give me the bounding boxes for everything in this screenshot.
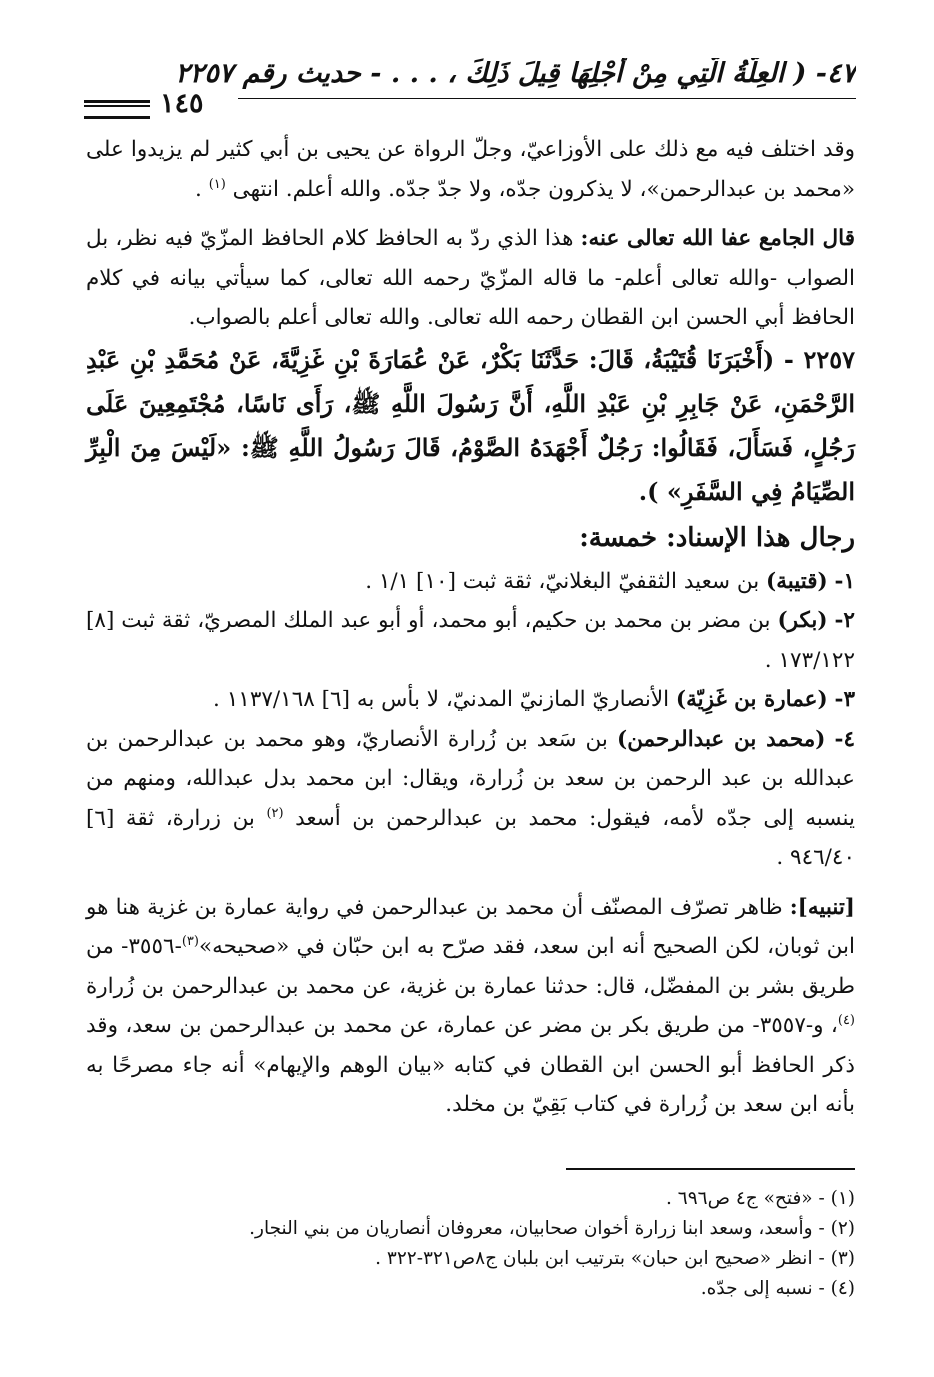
narrator-3: ٣- (عمارة بن غَزِيّة) الأنصاريّ المازنيّ المدنيّ، لا بأس به [٦] ١١٣٧/١٦٨ . — [213, 687, 855, 712]
footnote-3: (٣) - انظر «صحيح ابن حبان» بترتيب ابن بلبان ج٨ص٣٢١-٣٢٢ . — [375, 1248, 855, 1269]
footnotes — [86, 1184, 855, 1304]
hadith-text: ٢٢٥٧ - (أَخْبَرَنَا قُتَيْبَةُ، قَالَ: حَدَّثَنَا بَكْرٌ، عَنْ عُمَارَةَ بْنِ غَزِيَّةَ، عَنْ مُحَمَّدِ بْنِ عَبْدِ الرَّحْمَنِ، عَنْ جَابِرِ بْنِ عَبْدِ اللَّهِ، أَنَّ رَسُولَ اللَّهِ ﷺ، رَأَى نَاسًا، مُجْتَمِعِينَ عَلَى رَجُلٍ، فَسَأَلَ، فَقَالُوا: رَجُلٌ أَجْهَدَهُ الصَّوْمُ، قَالَ رَسُولُ اللَّهِ ﷺ: «لَيْسَ مِنَ الْبِرِّ الصِّيَامُ فِي السَّفَرِ» ). — [86, 344, 855, 506]
note-lead: [تنبيه]: — [789, 894, 855, 920]
main-text — [86, 130, 855, 1125]
header-rule — [238, 98, 856, 99]
paragraph-2: قال الجامع عفا الله تعالى عنه: هذا الذي ردّ به الحافظ كلام الحافظ المزّيّ فيه نظر، بل الصواب -والله تعالى أعلم- ما قاله المزّيّ رحمه الله تعالى، كما سيأتي بيانه في كلام الحافظ أبي الحسن ابن القطان رحمه الله تعالى. والله تعالى أعلم بالصواب. — [86, 226, 855, 330]
narrator-4: ٤- (محمد بن عبدالرحمن) بن سَعد بن زُرارة الأنصاريّ، وهو محمد بن عبدالرحمن بن عبدالله بن عبد الرحمن بن سعد بن زُرارة، ويقال: ابن محمد بدل عبدالله، ومنهم من ينسبه إلى جدّه لأمه، فيقول: محمد بن عبدالرحمن بن أسعد $^{(٢)}$ بن زرارة، ثقة [٦] ٩٤٦/٤٠ . — [86, 726, 856, 870]
narrator-2: ٢- (بكر) بن مضر بن محمد بن حكيم، أبو محمد، أو أبو عبد الملك المصريّ، ثقة ثبت [٨] ١٧٣/١٢٢ . — [86, 608, 855, 673]
note-paragraph: [تنبيه]: ظاهر تصرّف المصنّف أن محمد بن عبدالرحمن في رواية عمارة بن غزية هنا هو ابن ثوبان، لكن الصحيح أنه ابن سعد، فقد صرّح به ابن حبّان في «صحيحه»$^{(٣)}$-٣٥٥٦- من طريق بشر بن المفضّل، قال: حدثنا عمارة بن غزية، عن محمد بن عبدالرحمن بن زُرارة $^{(٤)}$، و-٣٥٥٧- من طريق بكر بن مضر عن عمارة، عن محمد بن عبدالرحمن بن سعد، وقد ذكر الحافظ أبو الحسن ابن القطان في كتابه «بيان الوهم والإيهام» أنه جاء مصرحًا به بأنه ابن سعد بن زُرارة في كتاب بَقِيّ بن مخلد. — [86, 894, 855, 1117]
author-lead: قال الجامع عفا الله تعالى عنه: — [580, 226, 855, 251]
footnote-ref-2: (٢) — [266, 805, 284, 821]
paragraph-1: وقد اختلف فيه مع ذلك على الأوزاعيّ، وجلّ الرواة عن يحيى بن أبي كثير لم يزيدوا على «محمد بن عبدالرحمن»، لا يذكرون جدّه، ولا جدّ جدّه. والله أعلم. انتهى $^{(١)}$ . — [86, 137, 855, 202]
narrator-1: ١- (قتيبة) بن سعيد الثقفيّ البغلانيّ، ثقة ثبت [١٠] ١/١ . — [365, 568, 855, 594]
section-title: رجال هذا الإسناد: خمسة: — [579, 522, 855, 553]
footnote-4: (٤) - نسبه إلى جدّه. — [700, 1278, 855, 1299]
footnote-2: (٢) - وأسعد، وسعد ابنا زرارة أخوان صحابيان، معروفان أنصاريان من بني النجار. — [249, 1218, 855, 1239]
page-number: ١٤٥ — [160, 88, 204, 119]
footnote-ref-4: (٤) — [837, 1012, 855, 1028]
running-header: ٤٧- ( العِلَّةُ الَّتِي مِنْ أَجْلِهَا قِيلَ ذَلِكَ ، . . . - حديث رقم ٢٢٥٧ — [175, 58, 856, 89]
footnote-ref-1: (١) — [208, 176, 226, 192]
footnote-ref-3: (٣) — [181, 933, 199, 949]
footnote-1: (١) - «فتح» ج٤ ص٦٩٦ . — [666, 1188, 855, 1209]
footnote-rule — [566, 1168, 855, 1170]
page-number-ornament — [84, 100, 150, 119]
